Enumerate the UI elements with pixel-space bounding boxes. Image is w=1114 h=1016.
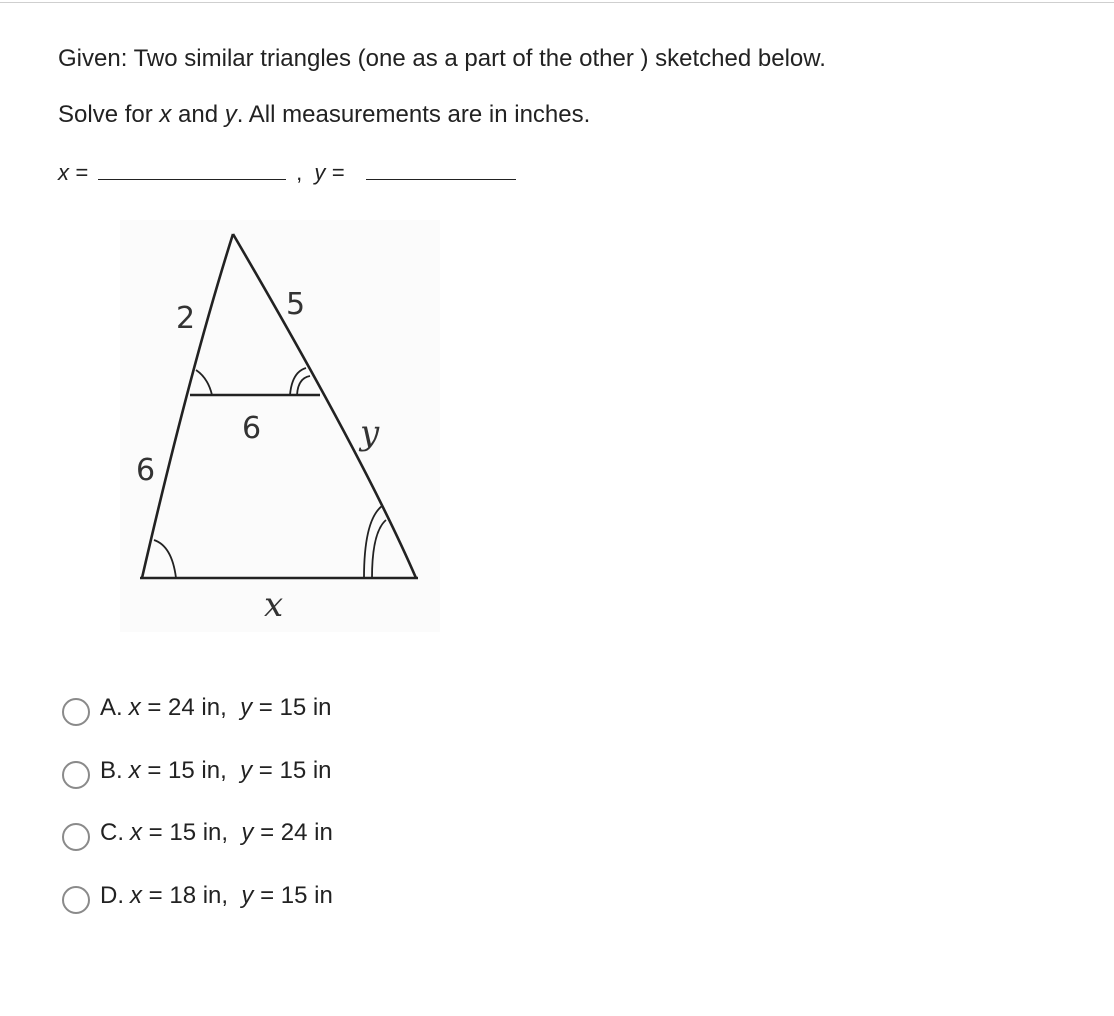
instruction-mid: and [171, 101, 225, 128]
option-b-x-value: = 15 in, [147, 756, 227, 784]
option-c-letter: C. [100, 819, 124, 846]
option-b-y: y [240, 756, 253, 784]
answer-y-blank [366, 159, 516, 180]
angle-mark-upper-right-2 [297, 376, 310, 395]
right-side-line [233, 234, 416, 578]
instruction-prefix: Solve for [58, 101, 160, 128]
option-a-text[interactable] [100, 688, 332, 728]
option-c[interactable] [62, 813, 333, 876]
option-a-y: y [240, 694, 253, 721]
given-text: Given: Two similar triangles (one as a part of the other ) sketched below. [58, 45, 826, 72]
option-d-y-value: = 15 in [260, 881, 333, 909]
option-a-letter: A. [100, 694, 123, 721]
option-d[interactable] [62, 876, 333, 939]
answer-x-label: x = [58, 160, 88, 185]
option-c-x-value: = 15 in, [148, 819, 229, 846]
option-c-text[interactable] [100, 813, 333, 853]
top-divider [0, 2, 1114, 3]
option-c-radio[interactable] [62, 823, 90, 851]
option-b-text[interactable] [100, 751, 332, 791]
answer-blanks [58, 158, 516, 188]
option-c-y: y [241, 819, 254, 846]
answer-y-label: y = [314, 160, 345, 185]
left-side-line [142, 234, 233, 578]
label-top-left-2: 2 [176, 301, 196, 336]
angle-mark-lower-right-2 [372, 520, 386, 578]
instruction-var-y: y [224, 101, 237, 128]
option-b-x: x [128, 756, 141, 784]
option-a[interactable] [62, 688, 333, 751]
option-b-letter: B. [100, 756, 123, 784]
label-bottom-x: x [264, 585, 284, 625]
angle-mark-upper-left [196, 370, 212, 395]
option-c-y-value: = 24 in [260, 819, 333, 846]
option-b-y-value: = 15 in [258, 756, 332, 784]
option-d-radio[interactable] [62, 886, 90, 914]
triangle-diagram [120, 220, 440, 632]
option-a-radio[interactable] [62, 698, 90, 726]
similar-triangles-figure [120, 220, 440, 632]
option-d-y: y [241, 881, 254, 909]
option-c-x: x [130, 819, 142, 846]
label-left-6: 6 [136, 453, 156, 488]
label-top-right-5: 5 [286, 287, 306, 322]
option-d-x-value: = 18 in, [148, 881, 229, 909]
option-a-y-value: = 15 in [258, 694, 332, 721]
angle-mark-lower-left [154, 540, 176, 578]
label-right-y: y [360, 413, 380, 453]
option-d-letter: D. [100, 881, 124, 909]
option-b[interactable] [62, 751, 333, 814]
answer-separator: , [296, 160, 303, 185]
label-mid-6: 6 [242, 411, 262, 446]
option-d-x: x [130, 881, 142, 909]
option-a-x: x [128, 694, 141, 721]
answer-x-blank [98, 159, 286, 180]
option-d-text[interactable] [100, 876, 333, 916]
option-a-x-value: = 24 in, [147, 694, 227, 721]
question-instruction-text [58, 100, 590, 130]
answer-options [62, 688, 333, 938]
instruction-var-x: x [159, 101, 172, 128]
instruction-suffix: . All measurements are in inches. [236, 101, 591, 128]
question-given-text [58, 44, 826, 74]
option-b-radio[interactable] [62, 761, 90, 789]
